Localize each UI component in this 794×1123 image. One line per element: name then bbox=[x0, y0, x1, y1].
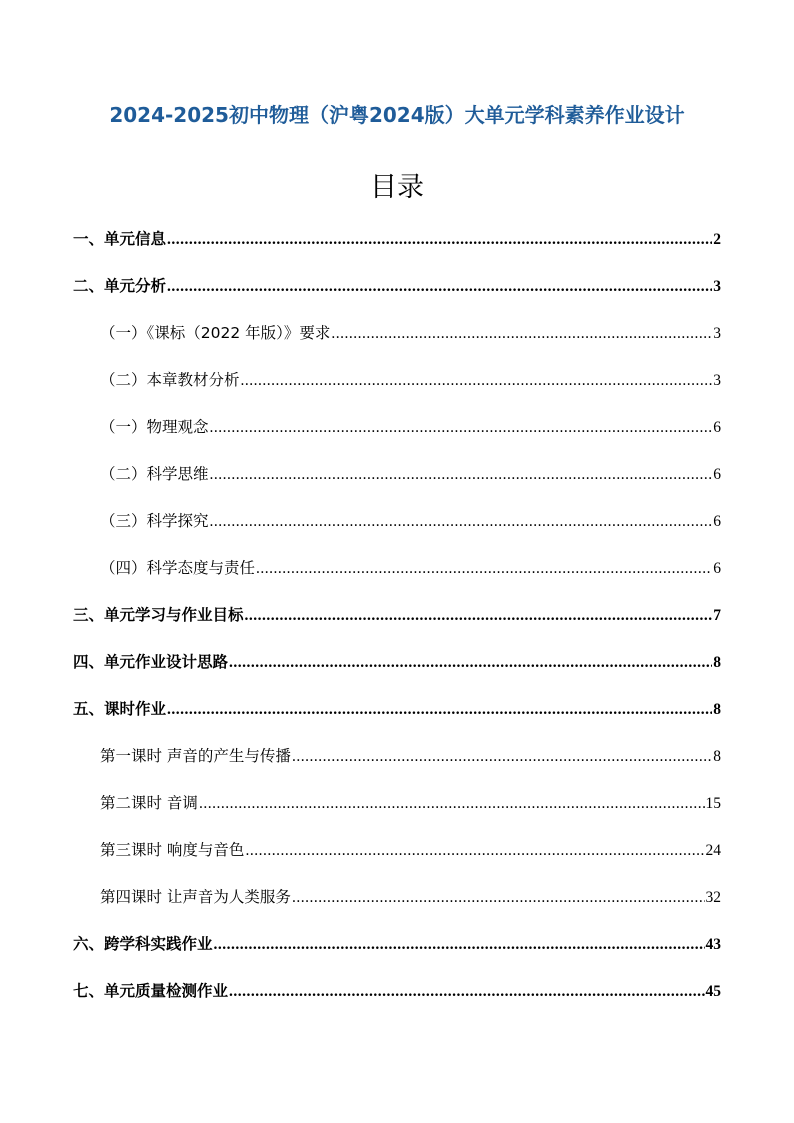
toc-dot-leader bbox=[167, 228, 712, 252]
toc-entry[interactable] bbox=[100, 509, 721, 533]
toc-entry[interactable] bbox=[100, 321, 721, 345]
toc-entry-title: （三）科学探究 bbox=[100, 512, 209, 530]
toc-entry-title: （二）科学思维 bbox=[100, 465, 209, 483]
toc-entry-title: 二、单元分析 bbox=[73, 277, 167, 295]
toc-entry[interactable] bbox=[73, 274, 721, 298]
toc-page-number: 45 bbox=[705, 983, 721, 1000]
toc-dot-leader bbox=[256, 557, 712, 581]
toc-dot-leader bbox=[241, 369, 713, 393]
toc-entry-title: （一）物理观念 bbox=[100, 418, 209, 436]
toc-entry[interactable] bbox=[100, 415, 721, 439]
toc-page-number: 3 bbox=[713, 325, 721, 342]
toc-entry-title: 第一课时 声音的产生与传播 bbox=[100, 747, 291, 765]
toc-entry-title: 六、跨学科实践作业 bbox=[73, 935, 213, 953]
toc-page-number: 24 bbox=[705, 842, 721, 859]
toc-dot-leader bbox=[292, 886, 705, 910]
toc-entry-title: 四、单元作业设计思路 bbox=[73, 653, 229, 671]
toc-page-number: 32 bbox=[705, 889, 721, 906]
toc-page-number: 7 bbox=[713, 607, 721, 624]
toc-entry[interactable] bbox=[73, 603, 721, 627]
toc-dot-leader bbox=[292, 745, 712, 769]
toc-dot-leader bbox=[167, 275, 712, 299]
toc-entry[interactable] bbox=[100, 462, 721, 486]
toc-dot-leader bbox=[214, 933, 705, 957]
toc-entry-title: 第三课时 响度与音色 bbox=[100, 841, 245, 859]
toc-dot-leader bbox=[210, 463, 713, 487]
toc-dot-leader bbox=[229, 651, 712, 675]
toc-dot-leader bbox=[229, 980, 704, 1004]
toc-page-number: 6 bbox=[713, 560, 721, 577]
toc-entry[interactable] bbox=[100, 838, 721, 862]
toc-page-number: 15 bbox=[705, 795, 721, 812]
toc-page-number: 8 bbox=[713, 748, 721, 765]
toc-entry[interactable] bbox=[73, 932, 721, 956]
toc-entry-title: 七、单元质量检测作业 bbox=[73, 982, 229, 1000]
toc-dot-leader bbox=[210, 416, 713, 440]
toc-entry-title: 五、课时作业 bbox=[73, 700, 167, 718]
toc-dot-leader bbox=[245, 604, 713, 628]
toc-dot-leader bbox=[245, 839, 704, 863]
toc-dot-leader bbox=[199, 792, 705, 816]
toc-entry[interactable] bbox=[73, 697, 721, 721]
toc-heading: 目录 bbox=[370, 172, 424, 203]
toc-page-number: 8 bbox=[713, 701, 721, 718]
toc-entry-title: 第四课时 让声音为人类服务 bbox=[100, 888, 291, 906]
toc-dot-leader bbox=[167, 698, 712, 722]
toc-page-number: 43 bbox=[705, 936, 721, 953]
toc-entry[interactable] bbox=[73, 227, 721, 251]
toc-entry-title: 三、单元学习与作业目标 bbox=[73, 606, 244, 624]
toc-entry[interactable] bbox=[73, 979, 721, 1003]
toc-entry-title: （二）本章教材分析 bbox=[100, 371, 240, 389]
toc-entry[interactable] bbox=[100, 885, 721, 909]
toc-page-number: 6 bbox=[713, 466, 721, 483]
toc-page-number: 3 bbox=[713, 278, 721, 295]
toc-entry[interactable] bbox=[100, 556, 721, 580]
toc-entry-title: 一、单元信息 bbox=[73, 230, 167, 248]
toc-dot-leader bbox=[210, 510, 713, 534]
toc-entry[interactable] bbox=[100, 744, 721, 768]
toc-entry-title: （四）科学态度与责任 bbox=[100, 559, 256, 577]
toc-entry[interactable] bbox=[100, 791, 721, 815]
toc-entry-title: 第二课时 音调 bbox=[100, 794, 198, 812]
toc-entry[interactable] bbox=[73, 650, 721, 674]
toc-page-number: 2 bbox=[713, 231, 721, 248]
toc-page-number: 3 bbox=[713, 372, 721, 389]
toc-page-number: 6 bbox=[713, 513, 721, 530]
toc-entry[interactable] bbox=[100, 368, 721, 392]
toc-dot-leader bbox=[331, 322, 712, 346]
toc-page-number: 8 bbox=[713, 654, 721, 671]
toc-page-number: 6 bbox=[713, 419, 721, 436]
toc-entry-title: （一）《课标（2022 年版）》要求 bbox=[100, 324, 331, 342]
document-title: 2024-2025初中物理（沪粤2024版）大单元学科素养作业设计 bbox=[109, 103, 685, 127]
